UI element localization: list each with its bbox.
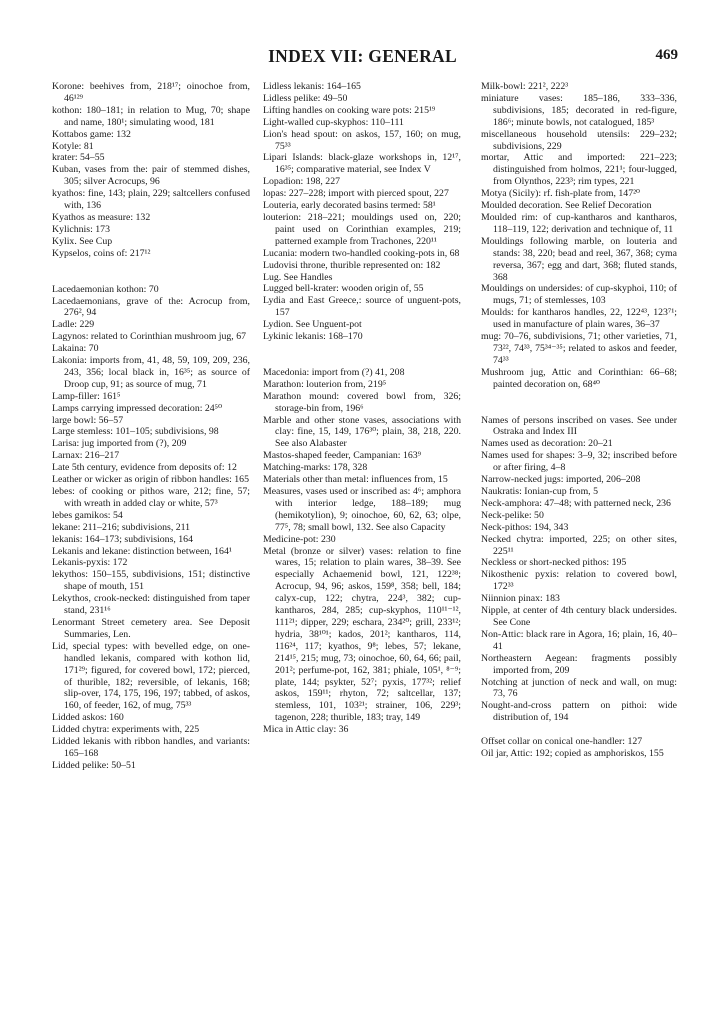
index-entry: Lekanis and lekane: distinction between, 164¹ (52, 545, 232, 557)
index-entry: Oil jar, Attic: 192; copied as amphoriskos, 155 (481, 748, 664, 760)
index-entry: kyathos: fine, 143; plain, 229; saltcellers confused with, 136 (52, 188, 250, 212)
index-entry: Non-Attic: black rare in Agora, 16; plain, 16, 40–41 (481, 628, 677, 652)
index-entry: Names of persons inscribed on vases. See under Ostraka and Index III (481, 414, 677, 438)
index-entry: Lacedaemonian kothon: 70 (52, 283, 159, 295)
index-entry: Lidless lekanis: 164–165 (263, 81, 361, 92)
page-title: INDEX VII: GENERAL (268, 46, 457, 66)
index-entry: Lid, special types: with bevelled edge, on one-handled lekanis, compared with kothon lid, 171²⁹; figured, for covered bowl, 172; pierced, of thurible, 182; reversible, of lekanis, 168; slip-over, 174, 175, 196, 197; tabbed, of askos, 160, of feeder, 162, of mug, 75³³ (52, 640, 250, 712)
index-entry: Milk-bowl: 221², 222³ (481, 81, 569, 92)
index-entry: Kotyle: 81 (52, 140, 94, 152)
index-entry: Lidded lekanis with ribbon handles, and variants: 165–168 (52, 736, 250, 759)
index-entry: Louteria, early decorated basins termed: 58¹ (263, 200, 436, 212)
index-entry: Mouldings on undersides: of cup-skyphoi, 110; of mugs, 71; of stemlesses, 103 (481, 283, 677, 307)
index-entry: lebes: of cooking or pithos ware, 212; fine, 57; with wreath in added clay or white, 57³ (52, 486, 250, 509)
index-entry: Narrow-necked jugs: imported, 206–208 (481, 474, 641, 486)
index-entry: Large stemless: 101–105; subdivisions, 98 (52, 426, 219, 438)
index-entry: Necked chytra: imported, 225; on other sites, 225¹¹ (481, 533, 677, 557)
index-entry: Lidded pelike: 50–51 (52, 759, 136, 771)
index-entry: Metal (bronze or silver) vases: relation to fine wares, 15; relation to plain wares, 38–39. See especially Achaemenid bowl, 121, 122³⁸; Acrocup, 94, 96; askos, 159⁸, 358; bell, 184; calyx-cup, 122; chytra, 224³, 382; cup-kantharos, 284, 285; cup-skyphos, 110¹¹⁻¹², 111²¹; dipper, 229; eschara, 234²⁰; grill, 233¹²; hydria, 38¹⁰¹; kados, 201²; kantharos, 114, 116²⁴, 117; kyathos, 9⁸; lebes, 57; lekane, 214¹⁵, 215; mug, 73; oinochoe, 60, 64, 66; pail, 201²; perfume-pot, 162, 381; phiale, 105¹, ⁸⁻⁹; plate, 144; psykter, 52⁷; pyxis, 177³²; relief askos, 159¹¹; rhyton, 72; saltcellar, 137; stemless, 101, 103²¹; strainer, 106, 229³; tagenon, 228; thurible, 183; tray, 149 (263, 545, 461, 724)
index-entry: Neck-amphora: 47–48; with patterned neck, 236 (481, 497, 671, 509)
index-entry: Leather or wicker as origin of ribbon handles: 165 (52, 474, 249, 486)
index-entry: krater: 54–55 (52, 152, 105, 164)
index-entry: Late 5th century, evidence from deposits of: 12 (52, 462, 237, 474)
index-entry: Offset collar on conical one-handler: 127 (481, 736, 643, 748)
index-entry: miscellaneous household utensils: 229–232; subdivisions, 229 (481, 128, 677, 152)
index-entry: Lug. See Handles (263, 271, 333, 283)
index-entry: Lion's head spout: on askos, 157, 160; on mug, 75³³ (263, 128, 461, 152)
section-gap (263, 343, 461, 367)
index-entry: Lenormant Street cemetery area. See Deposit Summaries, Len. (52, 616, 250, 640)
index-entry: Nipple, at center of 4th century black undersides. See Cone (481, 605, 677, 628)
index-entry: Nikosthenic pyxis: relation to covered bowl, 172³³ (481, 569, 677, 593)
index-entry: Lamps carrying impressed decoration: 24⁵⁰ (52, 402, 223, 414)
index-entry: Lydia and East Greece,: source of unguent-pots, 157 (263, 295, 461, 319)
index-entry: Kyathos as measure: 132 (52, 211, 151, 223)
index-entry: Larisa: jug imported from (?), 209 (52, 438, 187, 450)
index-entry: Lopadion: 198, 227 (263, 176, 341, 188)
index-entry: Materials other than metal: influences from, 15 (263, 474, 448, 486)
index-entry: Lidless pelike: 49–50 (263, 92, 348, 104)
index-entry: Macedonia: import from (?) 41, 208 (263, 366, 405, 378)
index-entry: Nought-and-cross pattern on pithoi: wide distribution of, 194 (481, 700, 677, 724)
index-entry: Lagynos: related to Corinthian mushroom jug, 67 (52, 331, 247, 343)
index-entry: Naukratis: Ionian-cup from, 5 (481, 486, 598, 497)
index-entry: Lidded askos: 160 (52, 712, 124, 724)
index-entry: Lekythos, crook-necked: distinguished from taper stand, 231¹⁶ (52, 593, 250, 617)
index-entry: large bowl: 56–57 (52, 414, 124, 426)
index-entry: Moulded decoration. See Relief Decoration (481, 200, 652, 212)
index-entry: Lakaina: 70 (52, 343, 99, 355)
index-entry: lekane: 211–216; subdivisions, 211 (52, 521, 191, 533)
index-entry: Lamp-filler: 161⁵ (52, 390, 121, 402)
index-entry: Neckless or short-necked pithos: 195 (481, 557, 627, 569)
index-entry: mug: 70–76, subdivisions, 71; other varieties, 71, 73²², 74³³, 75³⁴⁻³⁵; related to askos and feeder, 74³³ (481, 331, 677, 366)
index-entry: Lucania: modern two-handled cooking-pots in, 68 (263, 247, 460, 259)
index-entry: lebes gamikos: 54 (52, 509, 123, 521)
index-entry: lopas: 227–228; import with pierced spout, 227 (263, 188, 449, 200)
index-entry: Lykinic lekanis: 168–170 (263, 331, 363, 343)
index-entry: Motya (Sicily): rf. fish-plate from, 147²⁰ (481, 188, 640, 200)
running-head (0, 46, 725, 70)
index-entry: Mastos-shaped feeder, Campanian: 163⁹ (263, 450, 422, 462)
index-entry: Marathon mound: covered bowl from, 326; storage-bin from, 196⁶ (263, 390, 461, 414)
index-entry: kothon: 180–181; in relation to Mug, 70; shape and name, 180¹; simulating wood, 181 (52, 104, 250, 128)
index-entry: Names used as decoration: 20–21 (481, 438, 613, 450)
index-entry: Mica in Attic clay: 36 (263, 724, 349, 736)
index-entry: Kylix. See Cup (52, 235, 113, 247)
index-entry: Ladle: 229 (52, 319, 95, 331)
index-entry: Neck-pithos: 194, 343 (481, 521, 569, 533)
index-entry: Measures, vases used or inscribed as: 4⁶; amphora with interior ledge, 188–189; mug (hemikotylion), 9; oinochoe, 60, 62, 63; olpe, 77⁵, 78; small bowl, 132. See also Capacity (263, 486, 461, 533)
index-entry: Moulded rim: of cup-kantharos and kantharos, 118–119, 122; derivation and technique of, 11 (481, 211, 677, 235)
index-entry: louterion: 218–221; mouldings used on, 220; paint used on Corinthian examples, 219; patterned example from Trachones, 220¹¹ (263, 211, 461, 247)
index-entry: Northeastern Aegean: fragments possibly imported from, 209 (481, 652, 677, 676)
index-entry: Marathon: louterion from, 219⁵ (263, 378, 387, 390)
index-entry: lekanis: 164–173; subdivisions, 164 (52, 533, 193, 545)
index-entry: Mushroom jug, Attic and Corinthian: 66–68; painted decoration on, 68⁴⁰ (481, 366, 677, 390)
index-entry: Kypselos, coins of: 217¹² (52, 247, 151, 259)
index-entry: miniature vases: 185–186, 333–336, subdivisions, 185; decorated in red-figure, 186⁶; minute bowls, not catalogued, 185³ (481, 92, 677, 128)
index-entry: Names used for shapes: 3–9, 32; inscribed before or after firing, 4–8 (481, 450, 677, 474)
index-entry: Lugged bell-krater: wooden origin of, 55 (263, 283, 424, 295)
index-entry: Kuban, vases from the: pair of stemmed dishes, 305; silver Acrocups, 96 (52, 164, 250, 188)
section-gap (481, 391, 677, 415)
index-column-2 (263, 81, 461, 736)
index-entry: Korone: beehives from, 218¹⁷; oinochoe from, 46¹²⁹ (52, 81, 250, 104)
index-entry: Mouldings following marble, on louteria and stands: 38, 220; bead and reel, 367, 368; cyma reversa, 367; egg and dart, 368; fluted stands, 368 (481, 235, 677, 283)
index-entry: Niinnion pinax: 183 (481, 593, 560, 605)
index-entry: Kottabos game: 132 (52, 128, 131, 140)
index-entry: Lacedaemonians, grave of the: Acrocup from, 276², 94 (52, 295, 250, 319)
index-entry: Moulds: for kantharos handles, 22, 122⁴³, 123⁷¹; used in manufacture of plain wares, 36–37 (481, 307, 677, 331)
index-entry: Lifting handles on cooking ware pots: 215¹⁹ (263, 104, 436, 116)
section-gap (481, 724, 677, 736)
index-entry: Notching at junction of neck and wall, on mug: 73, 76 (481, 676, 677, 700)
page-number: 469 (655, 47, 678, 63)
index-entry: Lakonia: imports from, 41, 48, 59, 109, 209, 236, 243, 356; local black in, 16³⁵; as source of Droop cup, 91; as source of mug, 71 (52, 355, 250, 390)
index-entry: Larnax: 216–217 (52, 450, 120, 462)
index-entry: Matching-marks: 178, 328 (263, 462, 368, 474)
index-column-3 (481, 81, 677, 760)
index-column-1 (52, 81, 250, 772)
index-entry: Ludovisi throne, thurible represented on: 182 (263, 259, 441, 271)
index-entry: Lidded chytra: experiments with, 225 (52, 724, 200, 736)
index-entry: Medicine-pot: 230 (263, 533, 336, 545)
index-entry: Light-walled cup-skyphos: 110–111 (263, 116, 404, 128)
index-entry: Marble and other stone vases, associations with clay: fine, 15, 149, 176³⁰; plain, 38, 218, 220. See also Alabaster (263, 414, 461, 450)
index-entry: mortar, Attic and imported: 221–223; distinguished from holmos, 221¹; four-lugged, from Olynthos, 223³; rim types, 221 (481, 152, 677, 188)
index-entry: Lydion. See Unguent-pot (263, 319, 362, 331)
section-gap (52, 260, 250, 284)
index-entry: Neck-pelike: 50 (481, 509, 544, 521)
index-entry: Lekanis-pyxis: 172 (52, 557, 128, 569)
index-entry: Lipari Islands: black-glaze workshops in, 12¹⁷, 16³⁵; comparative material, see Index V (263, 152, 461, 176)
index-entry: Kylichnis: 173 (52, 223, 110, 235)
index-entry: lekythos: 150–155, subdivisions, 151; distinctive shape of mouth, 151 (52, 569, 250, 593)
